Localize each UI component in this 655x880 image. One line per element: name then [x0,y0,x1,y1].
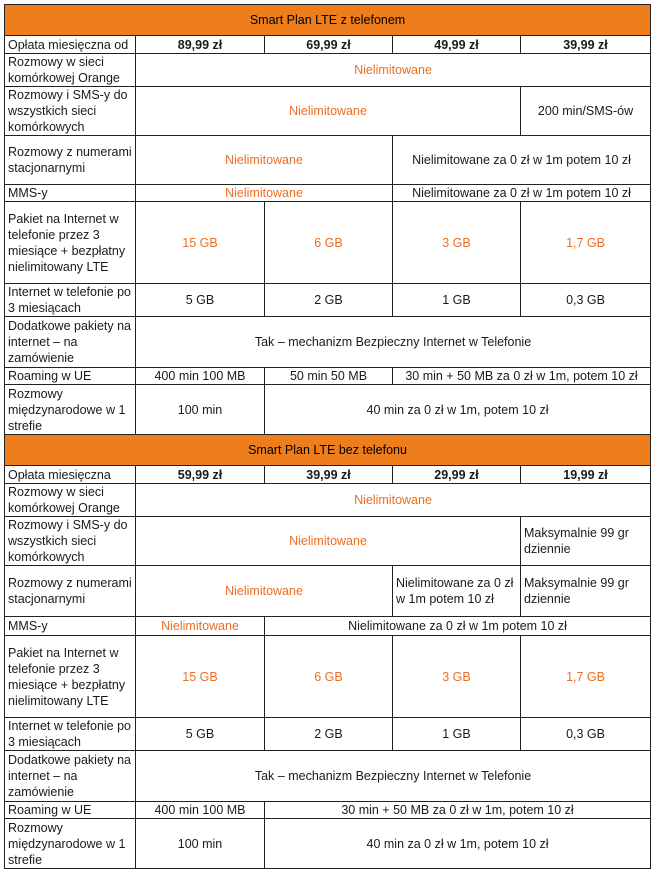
table-row-orange-calls [5,54,651,87]
data-cell: 2 GB [265,718,393,751]
value-cell: 400 min 100 MB [136,368,265,385]
table-row-internet-after [5,718,651,751]
row-label: Rozmowy w sieci komórkowej Orange [5,484,136,517]
data-cell: 6 GB [265,636,393,718]
table-row-landline [5,566,651,617]
data-cell: 1,7 GB [521,636,651,718]
row-label: Rozmowy międzynarodowe w 1 strefie [5,819,136,869]
data-cell: 0,3 GB [521,284,651,317]
row-label: Dodatkowe pakiety na internet – na zamówienie [5,317,136,368]
data-cell: 3 GB [393,202,521,284]
data-cell: 1 GB [393,284,521,317]
price-cell: 39,99 zł [265,466,393,484]
section-title: Smart Plan LTE z telefonem [5,5,651,36]
value-cell: Tak – mechanizm Bezpieczny Internet w Telefonie [136,317,651,368]
price-cell: 69,99 zł [265,36,393,54]
value-cell: 200 min/SMS-ów [521,87,651,136]
price-cell: 49,99 zł [393,36,521,54]
price-cell: 39,99 zł [521,36,651,54]
table-row-extra-packs [5,751,651,802]
row-label: Roaming w UE [5,368,136,385]
table-row-all-calls [5,517,651,566]
data-cell: 1,7 GB [521,202,651,284]
table-row-monthly-fee [5,36,651,54]
table-row-monthly-fee [5,466,651,484]
section-title: Smart Plan LTE bez telefonu [5,435,651,466]
table-row-internet-pack [5,636,651,718]
table-row-internet-pack [5,202,651,284]
table-row-all-calls [5,87,651,136]
table-row-orange-calls [5,484,651,517]
data-cell: 0,3 GB [521,718,651,751]
price-cell: 59,99 zł [136,466,265,484]
row-label: Rozmowy w sieci komórkowej Orange [5,54,136,87]
value-cell: Maksymalnie 99 gr dziennie [521,566,651,617]
value-cell: 100 min [136,819,265,869]
row-label: MMS-y [5,185,136,202]
row-label: Roaming w UE [5,802,136,819]
table-row-internet-after [5,284,651,317]
data-cell: 1 GB [393,718,521,751]
table-row-intl-calls [5,819,651,869]
price-cell: 29,99 zł [393,466,521,484]
value-cell: Nielimitowane [136,185,393,202]
row-label: Internet w telefonie po 3 miesiącach [5,284,136,317]
row-label: Opłata miesięczna od [5,36,136,54]
data-cell: 2 GB [265,284,393,317]
row-label: Internet w telefonie po 3 miesiącach [5,718,136,751]
row-label: MMS-y [5,617,136,636]
value-cell: Nielimitowane [136,484,651,517]
table-row-extra-packs [5,317,651,368]
row-label: Rozmowy międzynarodowe w 1 strefie [5,385,136,435]
table-row-roaming [5,802,651,819]
value-cell: 40 min za 0 zł w 1m, potem 10 zł [265,819,651,869]
table-row-roaming [5,368,651,385]
table-row-landline [5,136,651,185]
value-cell: Tak – mechanizm Bezpieczny Internet w Telefonie [136,751,651,802]
table-row-intl-calls [5,385,651,435]
data-cell: 3 GB [393,636,521,718]
value-cell: Nielimitowane za 0 zł w 1m potem 10 zł [393,566,521,617]
data-cell: 6 GB [265,202,393,284]
row-label: Dodatkowe pakiety na internet – na zamówienie [5,751,136,802]
table-row-mms [5,185,651,202]
data-cell: 15 GB [136,636,265,718]
section-header-with-phone [5,5,651,36]
value-cell: Nielimitowane [136,517,521,566]
value-cell: Nielimitowane za 0 zł w 1m potem 10 zł [265,617,651,636]
price-cell: 89,99 zł [136,36,265,54]
data-cell: 5 GB [136,718,265,751]
value-cell: 100 min [136,385,265,435]
value-cell: 40 min za 0 zł w 1m, potem 10 zł [265,385,651,435]
value-cell: Nielimitowane [136,566,393,617]
value-cell: Nielimitowane [136,136,393,185]
value-cell: 400 min 100 MB [136,802,265,819]
row-label: Pakiet na Internet w telefonie przez 3 miesiące + bezpłatny nielimitowany LTE [5,202,136,284]
row-label: Rozmowy i SMS-y do wszystkich sieci komórkowych [5,517,136,566]
value-cell: Maksymalnie 99 gr dziennie [521,517,651,566]
value-cell: 30 min + 50 MB za 0 zł w 1m, potem 10 zł [265,802,651,819]
row-label: Pakiet na Internet w telefonie przez 3 miesiące + bezpłatny nielimitowany LTE [5,636,136,718]
value-cell: 30 min + 50 MB za 0 zł w 1m, potem 10 zł [393,368,651,385]
value-cell: Nielimitowane [136,87,521,136]
value-cell: Nielimitowane za 0 zł w 1m potem 10 zł [393,185,651,202]
value-cell: Nielimitowane za 0 zł w 1m potem 10 zł [393,136,651,185]
data-cell: 15 GB [136,202,265,284]
row-label: Rozmowy z numerami stacjonarnymi [5,566,136,617]
value-cell: 50 min 50 MB [265,368,393,385]
section-header-without-phone [5,435,651,466]
table-row-mms [5,617,651,636]
price-cell: 19,99 zł [521,466,651,484]
row-label: Rozmowy z numerami stacjonarnymi [5,136,136,185]
data-cell: 5 GB [136,284,265,317]
value-cell: Nielimitowane [136,54,651,87]
row-label: Rozmowy i SMS-y do wszystkich sieci komórkowych [5,87,136,136]
value-cell: Nielimitowane [136,617,265,636]
row-label: Opłata miesięczna [5,466,136,484]
pricing-table [4,4,651,869]
